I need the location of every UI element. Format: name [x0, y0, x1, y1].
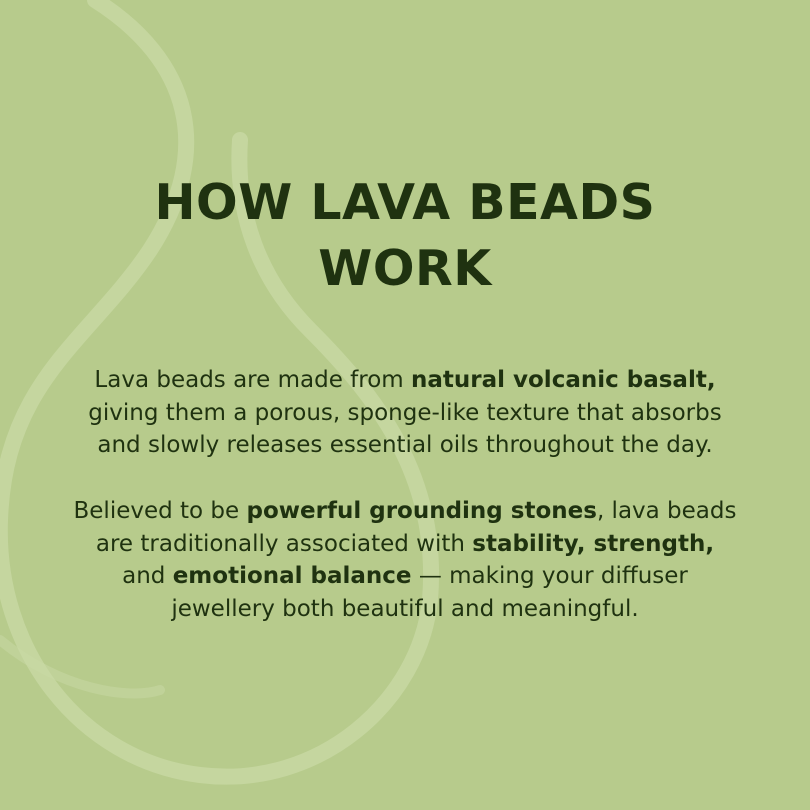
bold-text: powerful grounding stones [246, 498, 597, 524]
paragraph-grounding [40, 495, 770, 625]
paragraph-line: and slowly releases essential oils throughout the day. [97, 432, 713, 458]
text-span: are traditionally associated with [95, 530, 473, 557]
text-span: — making your diffuser [411, 563, 688, 589]
text-span: and [122, 563, 173, 589]
title-line-1: HOW LAVA BEADS [154, 174, 656, 231]
bold-text: emotional balance [172, 563, 412, 589]
paragraph-line: jewellery both beautiful and meaningful. [171, 595, 639, 622]
paragraph-line [40, 560, 770, 593]
text-span: Believed to be [73, 498, 247, 524]
bold-text: natural volcanic basalt, [411, 367, 716, 393]
page-title [0, 170, 810, 302]
paragraph-line [40, 528, 770, 561]
paragraph-line [40, 495, 770, 528]
paragraph-basalt [40, 364, 770, 462]
title-line-2: WORK [318, 240, 492, 297]
bold-text: stability, strength, [472, 530, 715, 557]
paragraph-line: giving them a porous, sponge-like texture that absorbs [88, 399, 722, 426]
text-span: , lava beads [596, 498, 737, 524]
paragraph-line [40, 364, 770, 397]
text-span: Lava beads are made from [94, 367, 411, 393]
